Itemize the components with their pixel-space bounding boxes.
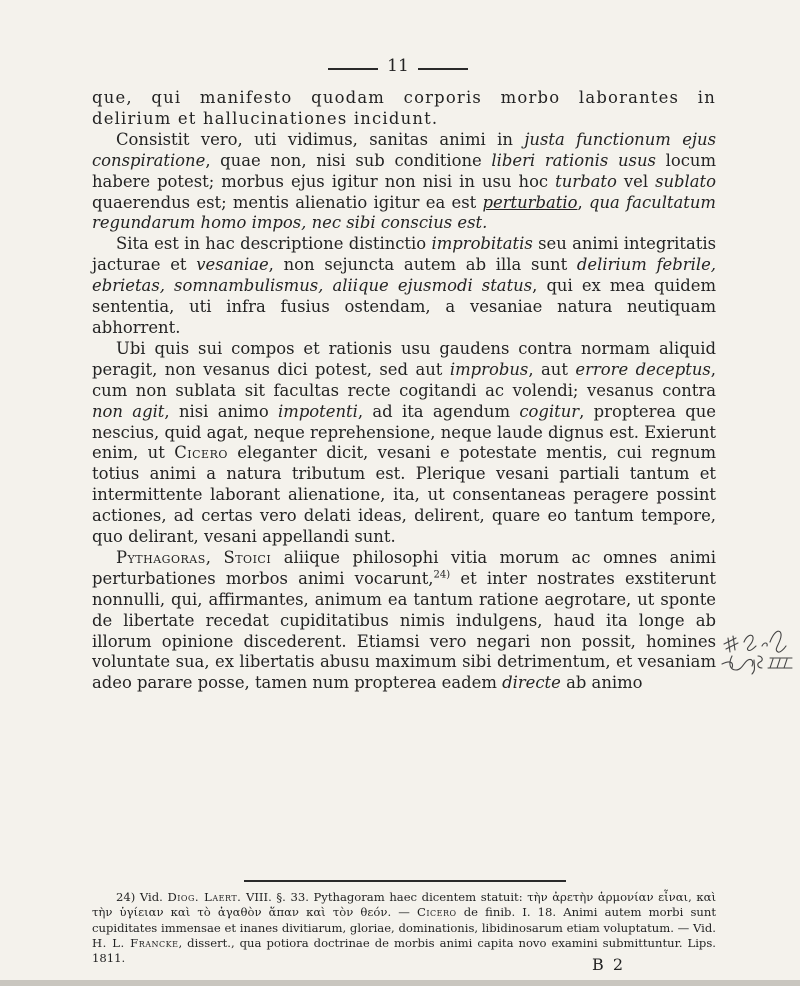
paragraph-1: que, qui manifesto quodam corporis morbo laborantes in delirium et hallucinationes incidunt.: [92, 88, 716, 128]
paragraph-2: Consistit vero, uti vidimus, sanitas animi in justa functionum ejus conspiratione, quae non, nisi sub conditione liberi rationis usus locum habere potest; morbus ejus igitur non nisi in usu hoc turbato vel sublato quaerendus est; mentis alienatio igitur ea est perturbatio, qua facultatum regundarum homo impos, nec sibi conscius est.: [92, 129, 717, 233]
page-header: [0, 58, 800, 78]
body-text: [92, 88, 716, 694]
footnote-24: 24) Vid. Diog. Laert. VIII. §. 33. Pythagoram haec dicentem statuit: τὴν ἀρετὴν ἁρμονίαν εἶναι, καὶ τὴν ὑγίειαν καὶ τὸ ἀγαθὸν ἅπαν καὶ τὸν θεόν. — Cicero de finib. I. 18. Animi autem morbi sunt cupiditates immensae et inanes divitiarum, gloriae, dominationis, libidinosarum etiam voluptatum. — Vid. H. L. Francke, dissert., qua potiora doctrinae de morbis animi capita novo examini submittuntur. Lips. 1811.: [92, 890, 716, 966]
footnote-rule: [244, 880, 566, 882]
paragraph-5: Pythagoras, Stoici aliique philosophi vitia morum ac omnes animi perturbationes morbos animi vocarunt,$^{24)}$ et inter nostrates exstiterunt nonnulli, qui, affirmantes, animum ea tantum ratione aegrotare, ut sponte de libertate recedat cupiditatibus nimis indulgens, haud ita longe ab illorum opinione discederent. Etiamsi vero negari non possit, homines voluntate sua, ex libertatis abusu maximum sibi detrimentum, et vesaniam adeo parare posse, tamen num propterea eadem directe ab animo: [92, 547, 716, 693]
signature-mark: B 2: [592, 955, 626, 974]
paragraph-3: Sita est in hac descriptione distinctio improbitatis seu animi integritatis jacturae et vesaniae, non sejuncta autem ab illa sunt delirium febrile, ebrietas, somnambulismus, aliique ejusmodi status, qui ex mea quidem sententia, uti infra fusius ostendam, a vesaniae natura neutiquam abhorrent.: [92, 234, 717, 337]
author-cicero: Cicero: [174, 443, 228, 463]
header-rule-right: [418, 68, 468, 70]
handwritten-margin-note: [718, 616, 798, 678]
page-number: 11: [387, 56, 409, 76]
header-rule-left: [328, 68, 378, 70]
footnote-ref-24: 24): [433, 569, 451, 581]
author-stoici: Stoici: [223, 547, 272, 567]
author-pythagoras: Pythagoras: [116, 547, 206, 567]
paragraph-4: Ubi quis sui compos et rationis usu gaudens contra normam aliquid peragit, non vesanus dici potest, sed aut improbus, aut errore deceptus, cum non sublata sit facultas recte cogitandi ac volendi; vesanus contra non agit, nisi animo impotenti, ad ita agendum cogitur, propterea que nescius, quid agat, neque reprehensione, neque laude dignus est. Exierunt enim, ut Cicero eleganter dicit, vesani e potestate mentis, cui regnum totius animi a natura tributum est. Plerique vesani partiali tantum et intermittente laborant alienatione, ita, ut consentaneas peragere possint actiones, ad certas vero delati ideas, delirent, quare eo tantum tempore, quo delirant, vesani appellandi sunt.: [92, 338, 717, 547]
page-bottom-edge: [0, 980, 800, 986]
